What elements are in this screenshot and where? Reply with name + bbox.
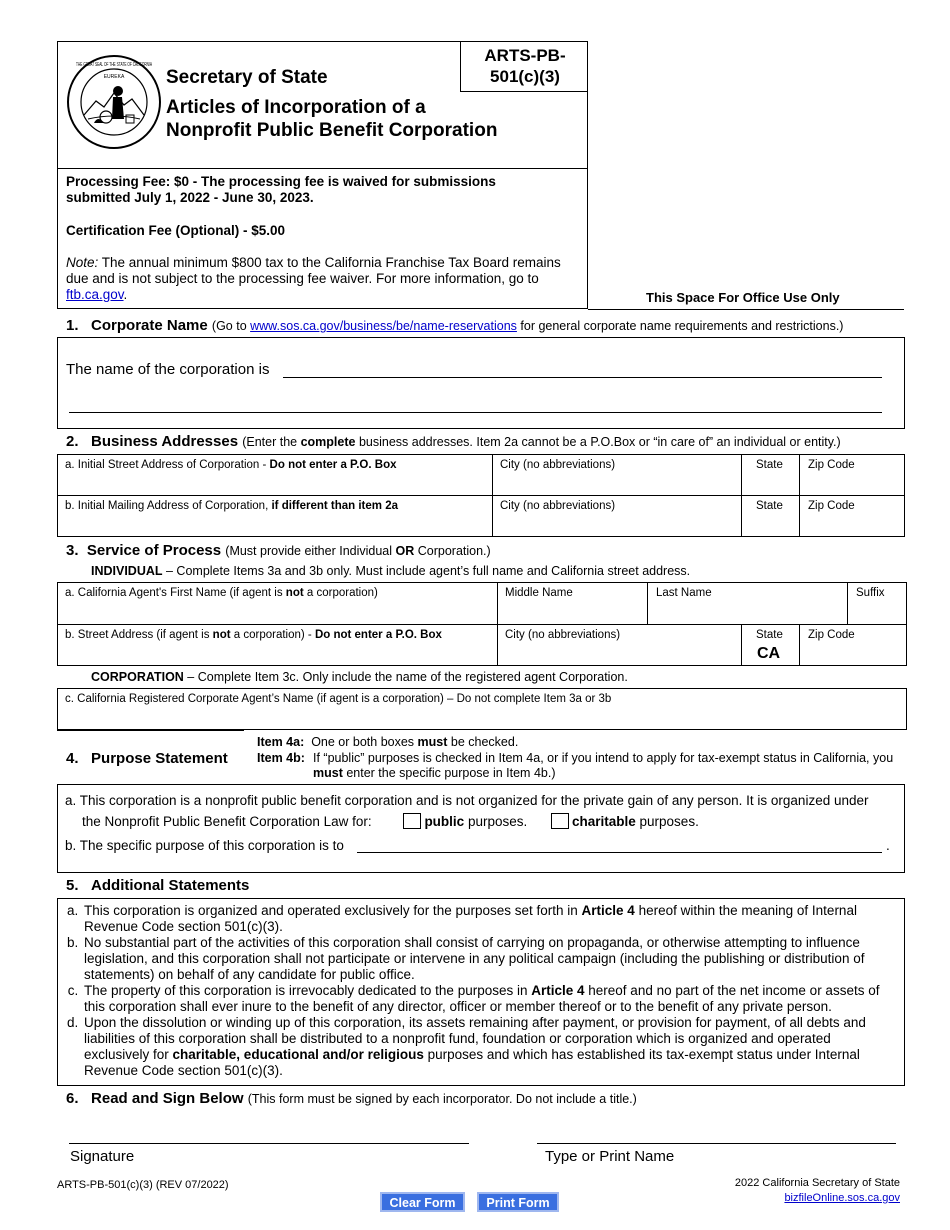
ftb-link[interactable]: ftb.ca.gov <box>66 287 124 302</box>
agent-first-name-label[interactable]: a. California Agent's First Name (if agent is not a corporation) <box>65 587 378 599</box>
bizfile-link[interactable]: bizfileOnline.sos.ca.gov <box>784 1192 900 1204</box>
charitable-purposes-checkbox[interactable] <box>551 813 569 829</box>
address-2b-label[interactable]: b. Initial Mailing Address of Corporation, if different than item 2a <box>65 500 398 512</box>
certification-fee: Certification Fee (Optional) - $5.00 <box>66 223 286 238</box>
divider <box>588 309 904 310</box>
agent-street-label[interactable]: b. Street Address (if agent is not a corporation) - Do not enter a P.O. Box <box>65 629 442 641</box>
processing-fee: Processing Fee: $0 - The processing fee is waived for submissions submitted July 1, 2022 - June 30, 2023. <box>66 174 496 205</box>
section6-heading: 6. Read and Sign Below (This form must be signed by each incorporator. Do not include a title.) <box>66 1090 637 1107</box>
city-2a-label[interactable]: City (no abbreviations) <box>500 459 616 471</box>
zip-2a-label[interactable]: Zip Code <box>808 459 855 471</box>
item4b-instruction: If “public” purposes is checked in Item 4a, or if you intend to apply for tax-exempt status in California, you must enter the specific purpose in Item 4b.) <box>313 751 894 780</box>
corporate-name-label: The name of the corporation is <box>66 361 270 378</box>
seal-motto: EUREKA <box>103 74 125 80</box>
purpose-4b-text: b. The specific purpose of this corporation is to <box>65 838 344 853</box>
print-name-label: Type or Print Name <box>545 1148 675 1165</box>
form-id: ARTS-PB-501(c)(3) <box>484 46 566 86</box>
copyright: 2022 California Secretary of State <box>734 1177 900 1189</box>
agent-corporation-label[interactable]: c. California Registered Corporate Agent’s Name (if agent is a corporation) – Do not complete Item 3a or 3b <box>65 693 612 705</box>
corporation-instructions: CORPORATION – Complete Item 3c. Only include the name of the registered agent Corporation. <box>91 670 628 684</box>
individual-instructions: INDIVIDUAL – Complete Items 3a and 3b only. Must include agent’s full name and California street address. <box>91 564 691 578</box>
form-title-line1: Articles of Incorporation of a <box>166 97 426 118</box>
seal-text: THE GREAT SEAL OF THE STATE OF CALIFORNIA <box>76 62 153 68</box>
section1-heading: 1. Corporate Name (Go to www.sos.ca.gov/business/be/name-reservations for general corporate name requirements and restrictions.) <box>66 317 844 334</box>
public-purposes-checkbox[interactable] <box>403 813 421 829</box>
section2-heading: 2. Business Addresses (Enter the complete business addresses. Item 2a cannot be a P.O.Box or “in care of” an individual or entity.) <box>66 433 841 450</box>
corporate-name-field-2[interactable] <box>69 412 882 413</box>
purpose-4a-line2: the Nonprofit Public Benefit Corporation Law for: public purposes. charitable purposes. <box>82 814 699 829</box>
section3-heading: 3. Service of Process (Must provide either Individual OR Corporation.) <box>66 542 491 559</box>
signature-field[interactable] <box>69 1143 469 1144</box>
statement-a: a. This corporation is organized and operated exclusively for the purposes set forth in Article 4 hereof within the meaning of Internal Revenue Code section 501(c)(3). <box>82 903 898 935</box>
form-title-line2: Nonprofit Public Benefit Corporation <box>166 120 498 141</box>
additional-statements-list <box>60 903 898 1079</box>
agent-last-name-label[interactable]: Last Name <box>656 587 712 599</box>
clear-form-button[interactable]: Clear Form <box>380 1192 465 1212</box>
statement-c: c. The property of this corporation is irrevocably dedicated to the purposes in Article 4 hereof and no part of the net income or assets of this corporation shall ever inure to the benefit of any director, officer or member thereof or to the benefit of any private person. <box>82 983 898 1015</box>
name-reservations-link[interactable]: www.sos.ca.gov/business/be/name-reservations <box>250 319 517 333</box>
office-use-label: This Space For Office Use Only <box>646 290 840 305</box>
agent-zip-label[interactable]: Zip Code <box>808 629 855 641</box>
agency-name: Secretary of State <box>166 67 328 88</box>
state-seal <box>66 53 162 151</box>
purpose-4a-text: a. This corporation is a nonprofit public benefit corporation and is not organized for the private gain of any person. It is organized under <box>65 793 869 808</box>
item4a-instruction: Item 4a: One or both boxes must be checked. <box>257 735 519 749</box>
fee-note: Note: The annual minimum $800 tax to the California Franchise Tax Board remains due and is not subject to the processing fee waiver. For more information, go to ftb.ca.gov. <box>66 255 561 302</box>
agent-suffix-label[interactable]: Suffix <box>856 587 885 599</box>
print-form-button[interactable]: Print Form <box>477 1192 559 1212</box>
statement-d: d. Upon the dissolution or winding up of this corporation, its assets remaining after payment, or provision for payment, of all debts and liabilities of this corporation shall be distributed to a nonprofit fund, foundation or corporation which is organized and operated exclusively for charitable, educational and/or religious purposes and which has established its tax-exempt status under Internal Revenue Code section 501(c)(3). <box>82 1015 898 1079</box>
zip-2b-label[interactable]: Zip Code <box>808 500 855 512</box>
print-name-field[interactable] <box>537 1143 896 1144</box>
state-2a-label[interactable]: State <box>756 459 783 471</box>
purpose-4b-end: . <box>886 838 890 853</box>
form-revision: ARTS-PB-501(c)(3) (REV 07/2022) <box>57 1179 229 1191</box>
agent-state-label: State <box>756 629 783 641</box>
agent-middle-name-label[interactable]: Middle Name <box>505 587 573 599</box>
statement-b: b. No substantial part of the activities of this corporation shall consist of carrying on propaganda, or otherwise attempting to influence legislation, and this corporation shall not participate or intervene in any political campaign (including the publishing or distribution of statements) on behalf of any candidate for public office. <box>82 935 898 983</box>
corporate-name-field[interactable] <box>283 377 882 378</box>
specific-purpose-field[interactable] <box>357 852 882 853</box>
item4b-label: Item 4b: <box>257 751 305 765</box>
address-2a-label[interactable]: a. Initial Street Address of Corporation - Do not enter a P.O. Box <box>65 459 397 471</box>
agent-city-label[interactable]: City (no abbreviations) <box>505 629 621 641</box>
section5-heading: 5. Additional Statements <box>66 877 250 894</box>
corporate-name-box <box>57 337 905 429</box>
state-2b-label[interactable]: State <box>756 500 783 512</box>
signature-label: Signature <box>70 1148 135 1165</box>
city-2b-label[interactable]: City (no abbreviations) <box>500 500 616 512</box>
agent-state-value: CA <box>757 645 781 662</box>
section4-heading: 4. Purpose Statement <box>66 750 228 767</box>
